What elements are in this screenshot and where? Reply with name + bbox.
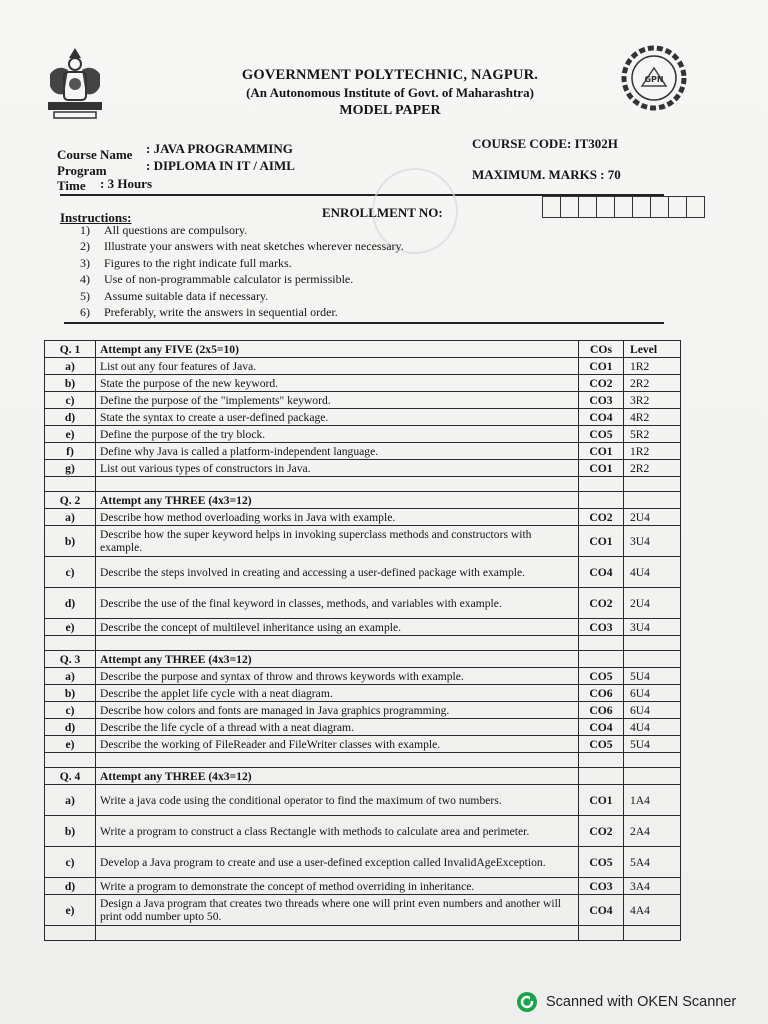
svg-text:GPN: GPN	[644, 75, 664, 84]
question-table	[44, 340, 681, 941]
section-header-row: Q. 4 Attempt any THREE (4x3=12)	[45, 768, 681, 785]
question-row: a) Describe how method overloading works in Java with example. CO2 2U4	[45, 509, 681, 526]
maximum-marks: MAXIMUM. MARKS : 70	[472, 167, 621, 182]
section-header-row: Q. 2 Attempt any THREE (4x3=12)	[45, 492, 681, 509]
course-code: COURSE CODE: IT302H	[472, 136, 618, 151]
blank-row	[45, 477, 681, 492]
question-row: a) Write a java code using the conditional operator to find the maximum of two numbers. CO1 1A4	[45, 785, 681, 816]
section-header-row: Q. 1 Attempt any FIVE (2x5=10) COs Level	[45, 341, 681, 358]
institute-name: GOVERNMENT POLYTECHNIC, NAGPUR.	[241, 67, 539, 83]
question-row: d) Describe the life cycle of a thread with a neat diagram. CO4 4U4	[45, 719, 681, 736]
course-name-label: Course Name	[57, 147, 133, 162]
question-row: e) Define the purpose of the try block. CO5 5R2	[45, 426, 681, 443]
question-row: b) Describe how the super keyword helps in invoking superclass methods and constructors with example. CO1 3U4	[45, 526, 681, 557]
question-row: e) Describe the concept of multilevel inheritance using an example. CO3 3U4	[45, 619, 681, 636]
time-value: : 3 Hours	[100, 176, 152, 191]
question-row: c) Describe the steps involved in creating and accessing a user-defined package with example. CO4 4U4	[45, 557, 681, 588]
instruction-item: 3) Figures to the right indicate full marks.	[80, 255, 292, 270]
program-label: Program	[57, 163, 107, 178]
question-row: d) State the syntax to create a user-defined package. CO4 4R2	[45, 409, 681, 426]
question-row: c) Define the purpose of the "implements" keyword. CO3 3R2	[45, 392, 681, 409]
paper-type: MODEL PAPER	[339, 103, 441, 118]
institute-subtitle: (An Autonomous Institute of Govt. of Maharashtra)	[246, 85, 534, 100]
instruction-item: 2) Illustrate your answers with neat sketches wherever necessary.	[80, 239, 404, 254]
question-row: b) State the purpose of the new keyword. CO2 2R2	[45, 375, 681, 392]
maharashtra-emblem-logo	[40, 44, 110, 124]
blank-row	[45, 636, 681, 651]
instructions-title: Instructions:	[60, 210, 132, 225]
instruction-item: 1) All questions are compulsory.	[80, 223, 248, 237]
scanner-watermark	[516, 991, 736, 1013]
instruction-item: 5) Assume suitable data if necessary.	[80, 288, 269, 303]
scanner-text: Scanned with OKEN Scanner	[546, 994, 737, 1010]
program-value: : DIPLOMA IN IT / AIML	[146, 158, 295, 173]
question-row: c) Develop a Java program to create and use a user-defined exception called InvalidAgeException. CO5 5A4	[45, 847, 681, 878]
section-header-row: Q. 3 Attempt any THREE (4x3=12)	[45, 651, 681, 668]
time-label: Time	[57, 178, 86, 193]
question-row: g) List out various types of constructors in Java. CO1 2R2	[45, 460, 681, 477]
question-row: b) Describe the applet life cycle with a neat diagram. CO6 6U4	[45, 685, 681, 702]
question-row: e) Design a Java program that creates two threads where one will print even numbers and another will print odd number upto 50. CO4 4A4	[45, 895, 681, 926]
instruction-item: 6) Preferably, write the answers in sequential order.	[80, 305, 338, 320]
level-header: Level	[624, 341, 681, 358]
blank-row	[45, 753, 681, 768]
question-row: a) List out any four features of Java. CO1 1R2	[45, 358, 681, 375]
question-row: f) Define why Java is called a platform-independent language. CO1 1R2	[45, 443, 681, 460]
gpn-gear-logo	[618, 42, 690, 114]
question-row: b) Write a program to construct a class Rectangle with methods to calculate area and perimeter. CO2 2A4	[45, 816, 681, 847]
question-row: c) Describe how colors and fonts are managed in Java graphics programming. CO6 6U4	[45, 702, 681, 719]
cos-header: COs	[579, 341, 624, 358]
course-name-value: : JAVA PROGRAMMING	[146, 141, 293, 156]
question-row: e) Describe the working of FileReader and FileWriter classes with example. CO5 5U4	[45, 736, 681, 753]
oken-scanner-icon	[516, 991, 538, 1013]
instructions-list	[80, 222, 404, 320]
enrollment-number-boxes[interactable]	[542, 196, 705, 218]
blank-row	[45, 926, 681, 941]
instruction-item: 4) Use of non-programmable calculator is permissible.	[80, 272, 354, 287]
instructions-divider	[64, 322, 664, 324]
question-row: a) Describe the purpose and syntax of throw and throws keywords with example. CO5 5U4	[45, 668, 681, 685]
question-row: d) Describe the use of the final keyword in classes, methods, and variables with example. CO2 2U4	[45, 588, 681, 619]
enrollment-label: ENROLLMENT NO:	[322, 205, 443, 220]
question-row: d) Write a program to demonstrate the concept of method overriding in inheritance. CO3 3A4	[45, 878, 681, 895]
